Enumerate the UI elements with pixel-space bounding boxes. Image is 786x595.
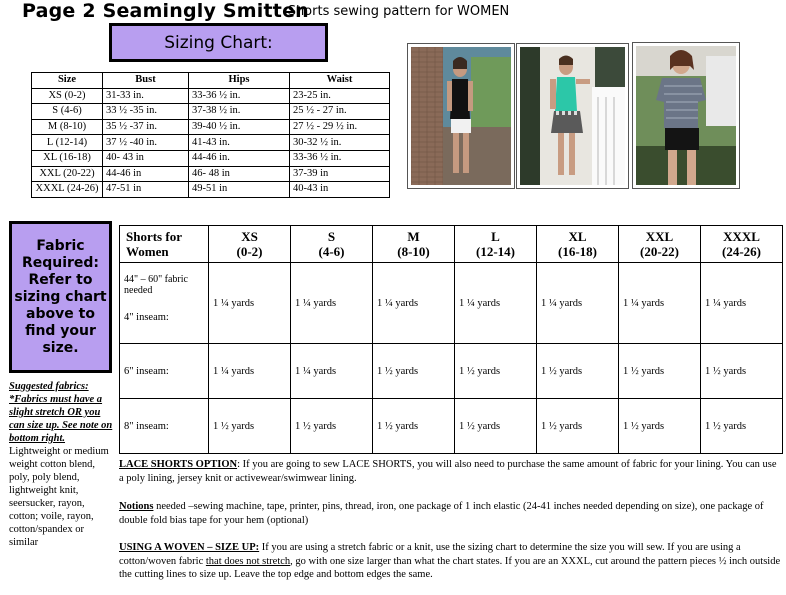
- woven-text-2: , go with one size larger than what the chart states. If you are an XXXL, cut around the pattern pieces ½ inch outside the cutting lines to size up. Leave the top edge and bottom edges the same.: [119, 555, 781, 580]
- size-chart-cell: 47-51 in: [103, 182, 189, 198]
- size-chart-row: [32, 88, 390, 104]
- woven-size-up-section: [119, 541, 781, 582]
- size-chart-row: [32, 182, 390, 198]
- size-chart-cell: 30-32 ½ in.: [290, 135, 390, 151]
- yardage-cell: 1 ¼ yards: [455, 263, 537, 344]
- size-chart-cell: 35 ½ -37 in.: [103, 119, 189, 135]
- yardage-cell: 1 ½ yards: [619, 344, 701, 399]
- fabric-size-name: XS: [241, 229, 258, 244]
- size-chart-table: [31, 72, 390, 198]
- fabric-table-row: [120, 399, 783, 454]
- size-chart-row: [32, 166, 390, 182]
- suggested-body: Lightweight or medium weight cotton blend, poly, poly blend, lightweight knit, seersucker, rayon, cotton; voile, rayon, cotton/spandex or similar: [9, 446, 109, 548]
- fabric-size-name: L: [491, 229, 500, 244]
- fabric-required-label: [9, 221, 112, 373]
- size-chart-header: Bust: [103, 73, 189, 89]
- yardage-cell: 1 ¼ yards: [209, 344, 291, 399]
- yardage-cell: 1 ½ yards: [373, 344, 455, 399]
- size-chart-row: [32, 104, 390, 120]
- model-photo-1-image: [411, 47, 511, 185]
- size-chart-cell: 44-46 in: [103, 166, 189, 182]
- size-chart-size-cell: M (8-10): [32, 119, 103, 135]
- model-photo-teal-top: [516, 43, 629, 189]
- sizing-chart-label: [109, 23, 328, 62]
- yardage-cell: 1 ½ yards: [455, 399, 537, 454]
- size-chart-cell: 37 ½ -40 in.: [103, 135, 189, 151]
- yardage-cell: 1 ½ yards: [701, 344, 783, 399]
- fabric-table-row: [120, 263, 783, 344]
- size-chart-cell: 33-36 ½ in.: [189, 88, 290, 104]
- fabric-size-range: (20-22): [640, 244, 679, 259]
- size-chart-cell: 49-51 in: [189, 182, 290, 198]
- fabric-size-range: (4-6): [318, 244, 345, 259]
- size-chart-cell: 46- 48 in: [189, 166, 290, 182]
- size-chart-size-cell: XXL (20-22): [32, 166, 103, 182]
- fabric-required-text: Fabric Required: Refer to sizing chart above to find your size.: [14, 237, 107, 356]
- yardage-cell: 1 ¼ yards: [373, 263, 455, 344]
- fabric-table-header-row: [120, 226, 783, 263]
- fabric-size-name: XL: [568, 229, 587, 244]
- size-chart-cell: 23-25 in.: [290, 88, 390, 104]
- inseam-label: 4" inseam:: [124, 311, 169, 323]
- inseam-label-cell: [120, 399, 209, 454]
- notions-section: [119, 500, 781, 527]
- fabric-size-range: (12-14): [476, 244, 515, 259]
- yardage-cell: 1 ¼ yards: [291, 263, 373, 344]
- notions-text: needed –sewing machine, tape, printer, pins, thread, iron, one package of 1 inch elastic (24-41 inches needed depending on size), one package of double fold bias tape for your hem (optional): [119, 501, 764, 526]
- size-chart-row: [32, 150, 390, 166]
- size-chart-cell: 40- 43 in: [103, 150, 189, 166]
- size-chart-size-cell: XXXL (24-26): [32, 182, 103, 198]
- yardage-cell: 1 ½ yards: [373, 399, 455, 454]
- fabric-size-name: S: [327, 229, 336, 244]
- size-chart-header: Waist: [290, 73, 390, 89]
- fabric-requirements-table: [119, 225, 783, 454]
- fabric-table-size-header: [619, 226, 701, 263]
- fabric-size-name: M: [407, 229, 420, 244]
- size-chart-cell: 37-39 in: [290, 166, 390, 182]
- size-chart-cell: 33-36 ½ in.: [290, 150, 390, 166]
- size-chart-cell: 44-46 in.: [189, 150, 290, 166]
- suggested-fabrics: [9, 380, 115, 549]
- fabric-table-size-header: [455, 226, 537, 263]
- woven-emphasis: that does not stretch: [205, 555, 291, 567]
- suggested-heading: Suggested fabrics:: [9, 381, 89, 392]
- inseam-label: 6" inseam:: [124, 365, 169, 377]
- sizing-chart-label-text: Sizing Chart:: [164, 32, 273, 53]
- fabric-table-size-header: [209, 226, 291, 263]
- fabric-table-row: [120, 344, 783, 399]
- yardage-cell: 1 ½ yards: [537, 399, 619, 454]
- woven-text-1: If you are using a stretch fabric or a knit, use the sizing chart to determine the size you will sew. If you are using a cotton/woven fabric: [119, 542, 741, 567]
- inseam-label: 8" inseam:: [124, 420, 169, 432]
- size-chart-header: Hips: [189, 73, 290, 89]
- size-chart-row: [32, 135, 390, 151]
- size-chart-size-cell: L (12-14): [32, 135, 103, 151]
- yardage-cell: 1 ½ yards: [701, 399, 783, 454]
- model-photo-striped-top: [632, 42, 740, 189]
- lace-shorts-option: [119, 458, 781, 485]
- model-photo-3-image: [636, 46, 736, 185]
- fabric-size-range: (24-26): [722, 244, 761, 259]
- inseam-label-cell: [120, 344, 209, 399]
- fabric-table-size-header: [537, 226, 619, 263]
- fabric-size-range: (8-10): [397, 244, 430, 259]
- fabric-size-range: (0-2): [236, 244, 263, 259]
- yardage-cell: 1 ¼ yards: [537, 263, 619, 344]
- fabric-table-corner: Shorts for Women: [120, 226, 209, 263]
- fabric-size-name: XXXL: [723, 229, 760, 244]
- size-chart-cell: 25 ½ - 27 in.: [290, 104, 390, 120]
- page-title: Page 2 Seamingly Smitten: [22, 0, 309, 22]
- fabric-size-range: (16-18): [558, 244, 597, 259]
- size-chart-size-cell: S (4-6): [32, 104, 103, 120]
- model-photo-2-image: [520, 47, 625, 185]
- lace-text: : If you are going to sew LACE SHORTS, you will also need to purchase the same amount of fabric for your lining. You can use a poly lining, jersey knit or activewear/swimwear lining.: [119, 459, 777, 484]
- yardage-cell: 1 ¼ yards: [619, 263, 701, 344]
- size-chart-header-row: [32, 73, 390, 89]
- size-chart-cell: 41-43 in.: [189, 135, 290, 151]
- size-chart-header: Size: [32, 73, 103, 89]
- size-chart-cell: 37-38 ½ in.: [189, 104, 290, 120]
- fabric-table-size-header: [701, 226, 783, 263]
- fabric-size-name: XXL: [645, 229, 674, 244]
- yardage-cell: 1 ½ yards: [455, 344, 537, 399]
- yardage-cell: 1 ½ yards: [291, 399, 373, 454]
- size-chart-cell: 31-33 in.: [103, 88, 189, 104]
- yardage-cell: 1 ¼ yards: [701, 263, 783, 344]
- inseam-label-cell: [120, 263, 209, 344]
- model-photo-black-top: [407, 43, 515, 189]
- fabric-width-note: 44" – 60" fabric needed: [124, 273, 188, 296]
- size-chart-cell: 39-40 ½ in.: [189, 119, 290, 135]
- size-chart-cell: 27 ½ - 29 ½ in.: [290, 119, 390, 135]
- size-chart-row: [32, 119, 390, 135]
- size-chart-cell: 40-43 in: [290, 182, 390, 198]
- page-subtitle: -Shorts sewing pattern for WOMEN: [283, 4, 510, 19]
- fabric-table-size-header: [291, 226, 373, 263]
- fabric-table-size-header: [373, 226, 455, 263]
- yardage-cell: 1 ½ yards: [209, 399, 291, 454]
- size-chart-cell: 33 ½ -35 in.: [103, 104, 189, 120]
- suggested-note: *Fabrics must have a slight stretch OR you can size up. See note on bottom right.: [9, 394, 113, 444]
- yardage-cell: 1 ½ yards: [619, 399, 701, 454]
- yardage-cell: 1 ½ yards: [537, 344, 619, 399]
- notions-heading: Notions: [119, 501, 154, 512]
- woven-heading: USING A WOVEN – SIZE UP:: [119, 542, 260, 553]
- yardage-cell: 1 ¼ yards: [291, 344, 373, 399]
- lace-heading: LACE SHORTS OPTION: [119, 459, 238, 470]
- yardage-cell: 1 ¼ yards: [209, 263, 291, 344]
- size-chart-size-cell: XL (16-18): [32, 150, 103, 166]
- size-chart-size-cell: XS (0-2): [32, 88, 103, 104]
